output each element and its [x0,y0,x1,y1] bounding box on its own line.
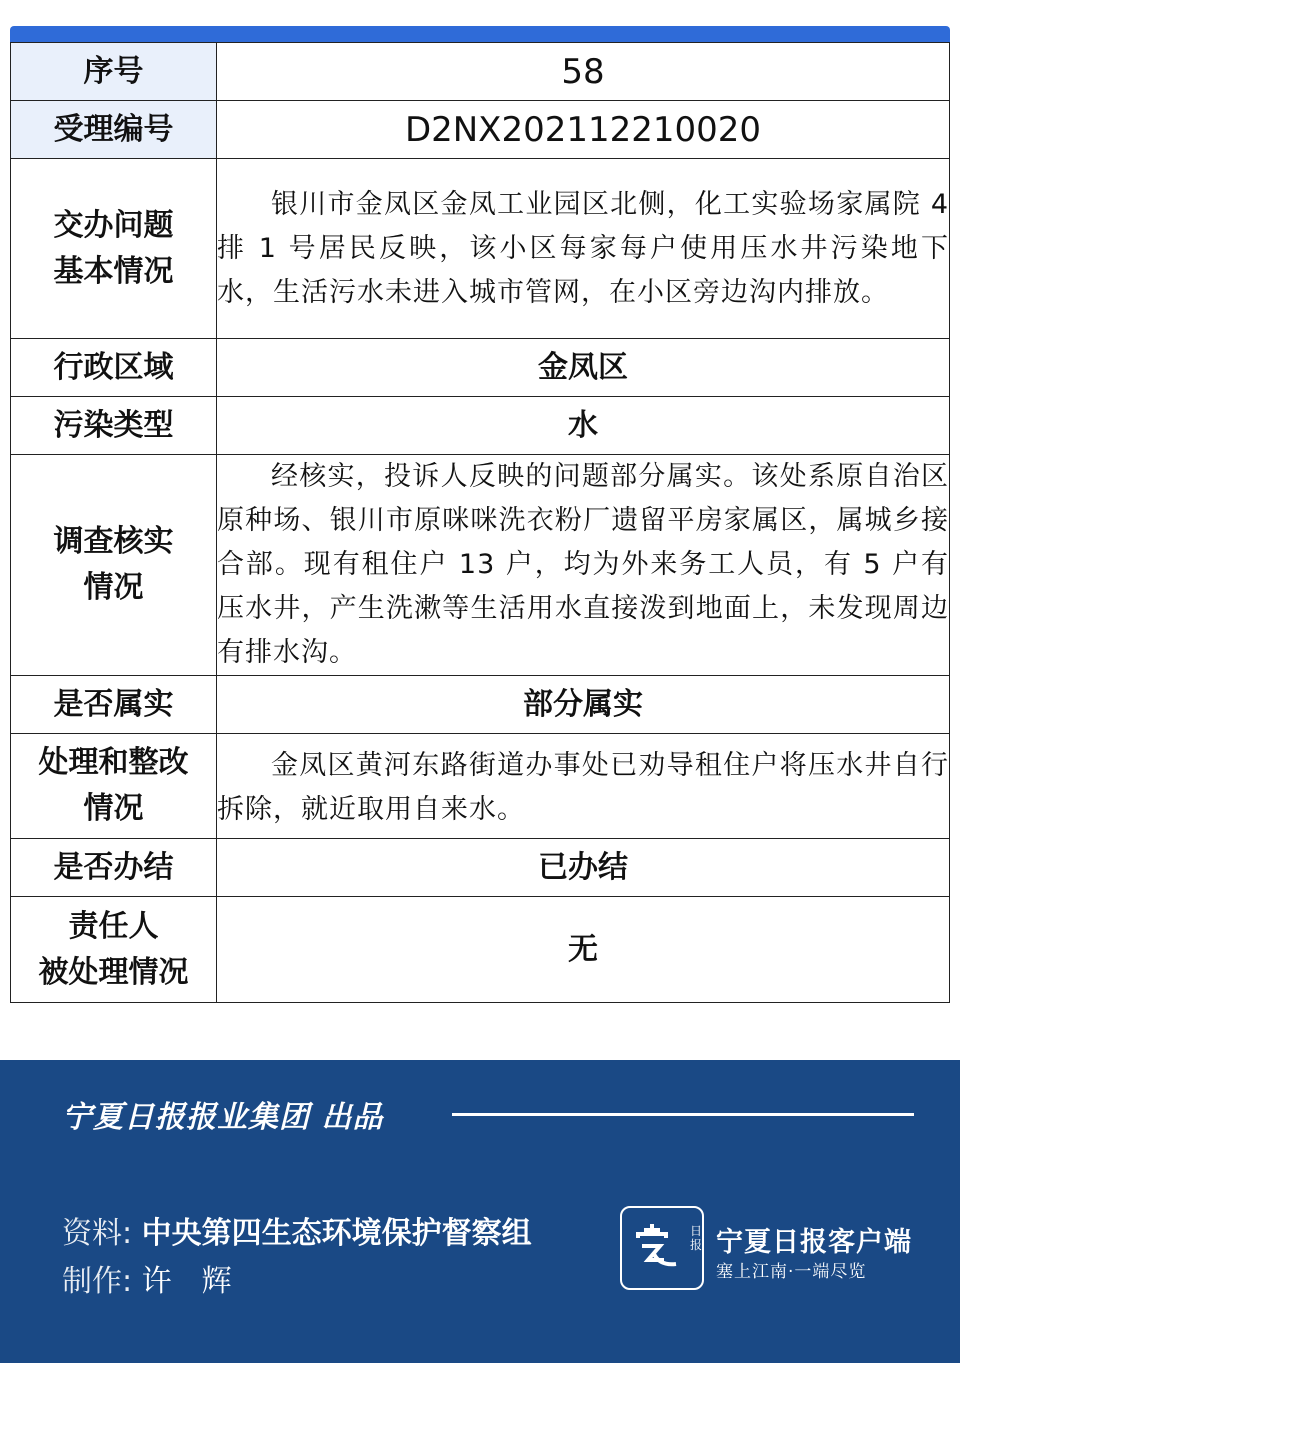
label-problem-line1: 交办问题 [53,207,174,243]
producer-credit [62,1256,232,1300]
row-case-no [11,101,950,159]
label-handling-line1: 处理和整改 [38,745,189,780]
label-investigation-line2: 情况 [83,570,144,605]
producer-value: 许 辉 [141,1264,232,1299]
app-name: 宁夏日报客户端 [716,1227,912,1258]
value-pollution-type: 水 [217,397,950,455]
label-accountability-line2: 被处理情况 [38,954,189,990]
footer-banner [0,1060,1290,1436]
label-investigation [11,455,217,676]
row-seq [11,43,950,101]
row-region [11,339,950,397]
label-seq: 序号 [11,43,217,101]
label-region: 行政区域 [11,339,217,397]
publisher-text: 宁夏日报报业集团 出品 [62,1100,384,1135]
source-label: 资料: [62,1216,142,1251]
row-investigation [11,455,950,676]
row-problem [11,159,950,339]
label-problem [11,159,217,339]
value-verified: 部分属实 [217,676,950,734]
label-case-no: 受理编号 [11,101,217,159]
logo-mark-icon [630,1216,694,1272]
row-accountability [11,897,950,1003]
label-closed: 是否办结 [11,839,217,897]
investigation-text: 经核实，投诉人反映的问题部分属实。该处系原自治区原种场、银川市原咪咪洗衣粉厂遗留平房家属区，属城乡接合部。现有租住户 13 户，均为外来务工人员，有 5 户有压水井，产生洗漱等生活用水直接泼到地面上，未发现周边有排水沟。 [217,461,949,668]
value-seq: 58 [217,43,950,101]
logo-caption: NINGXIA DAILY [1258,1422,1290,1436]
value-handling [217,734,950,839]
label-handling [11,734,217,839]
value-accountability: 无 [217,897,950,1003]
handling-text: 金凤区黄河东路街道办事处已劝导租住户将压水井自行拆除，就近取用自来水。 [217,750,949,825]
value-region: 金凤区 [217,339,950,397]
value-closed: 已办结 [217,839,950,897]
logo-small-text: 日报 [690,1224,703,1252]
label-investigation-line1: 调查核实 [53,524,174,559]
label-accountability-line1: 责任人 [68,908,159,944]
row-pollution-type [11,397,950,455]
row-closed [11,839,950,897]
app-slogan: 塞上江南·一端尽览 [716,1262,867,1282]
producer-label: 制作: [62,1264,142,1299]
value-investigation [217,455,950,676]
label-accountability [11,897,217,1003]
label-problem-line2: 基本情况 [53,253,174,289]
row-verified [11,676,950,734]
label-handling-line2: 情况 [83,791,144,826]
label-verified: 是否属实 [11,676,217,734]
case-info-table [10,42,950,1003]
header-accent-bar [10,26,950,42]
source-credit [62,1208,532,1252]
publisher-divider [452,1113,914,1116]
row-handling [11,734,950,839]
problem-text: 银川市金凤区金凤工业园区北侧，化工实验场家属院 4 排 1 号居民反映，该小区每家每户使用压水井污染地下水，生活污水未进入城市管网，在小区旁边沟内排放。 [217,188,949,308]
value-case-no: D2NX202112210020 [217,101,950,159]
source-value: 中央第四生态环境保护督察组 [141,1216,532,1251]
label-pollution-type: 污染类型 [11,397,217,455]
value-problem [217,159,950,339]
